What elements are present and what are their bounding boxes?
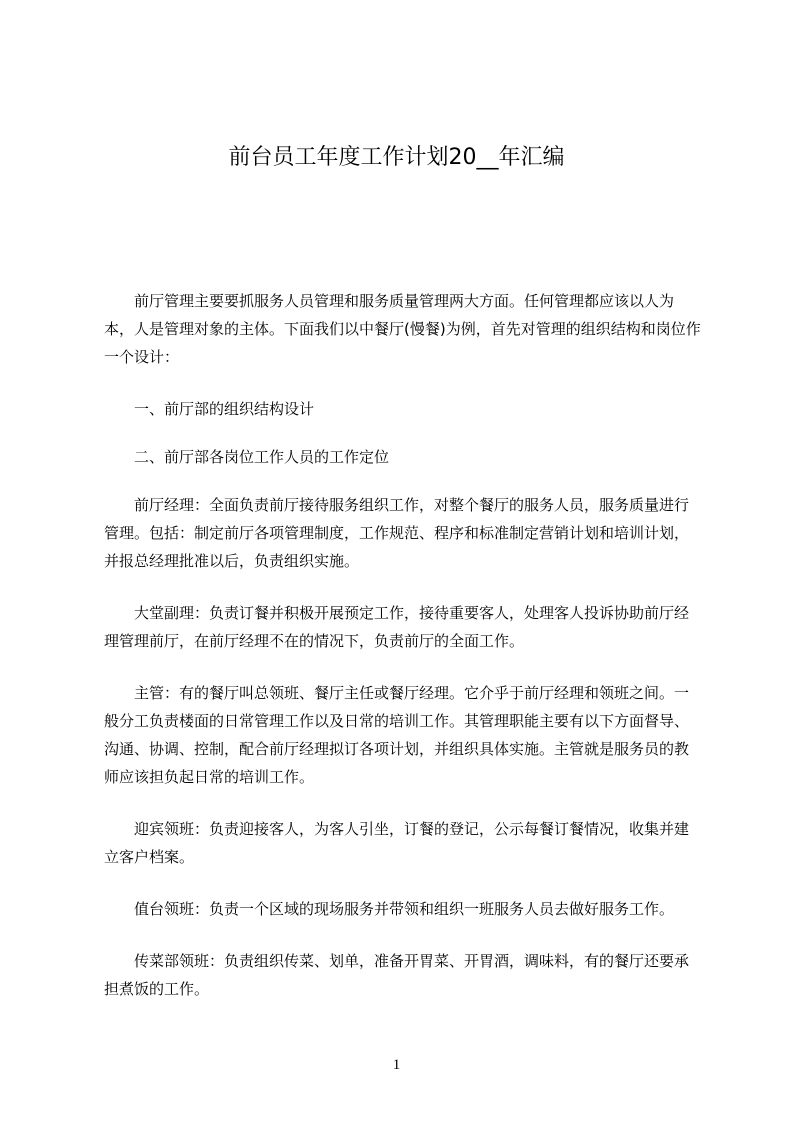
- paragraph-intro: 前厅管理主要要抓服务人员管理和服务质量管理两大方面。任何管理都应该以人为本，人是管理对象的主体。下面我们以中餐厅(慢餐)为例，首先对管理的组织结构和岗位作一个设计：: [104, 292, 701, 366]
- paragraph-lobby-assistant-manager: 大堂副理：负责订餐并积极开展预定工作，接待重要客人，处理客人投诉协助前厅经理管理前厅，在前厅经理不在的情况下，负责前厅的全面工作。: [104, 604, 690, 650]
- section-heading-org-structure: 一、前厅部的组织结构设计: [134, 400, 315, 418]
- document-body: [104, 287, 702, 1027]
- paragraph-food-runner-captain: 传菜部领班：负责组织传菜、划单，准备开胃菜、开胃酒，调味料，有的餐厅还要承担煮饭的工作。: [104, 952, 690, 998]
- paragraph-supervisor: 主管：有的餐厅叫总领班、餐厅主任或餐厅经理。它介乎于前厅经理和领班之间。一般分工负责楼面的日常管理工作以及日常的培训工作。其管理职能主要有以下方面督导、沟通、协调、控制，配合前厅经理拟订各项计划，并组织具体实施。主管就是服务员的教师应该担负起日常的培训工作。: [104, 684, 690, 786]
- page-number: 1: [392, 1057, 401, 1073]
- document-title: 前台员工年度工作计划20__年汇编: [228, 145, 565, 170]
- section-heading-job-positions: 二、前厅部各岗位工作人员的工作定位: [134, 448, 390, 466]
- paragraph-greeting-captain: 迎宾领班：负责迎接客人，为客人引坐，订餐的登记，公示每餐订餐情况，收集并建立客户档案。: [104, 820, 690, 866]
- paragraph-front-manager: 前厅经理：全面负责前厅接待服务组织工作，对整个餐厅的服务人员，服务质量进行管理。包括：制定前厅各项管理制度，工作规范、程序和标准制定营销计划和培训计划，并报总经理批准以后，负责组织实施。: [104, 496, 690, 570]
- paragraph-station-captain: 值台领班：负责一个区域的现场服务并带领和组织一班服务人员去做好服务工作。: [134, 900, 675, 918]
